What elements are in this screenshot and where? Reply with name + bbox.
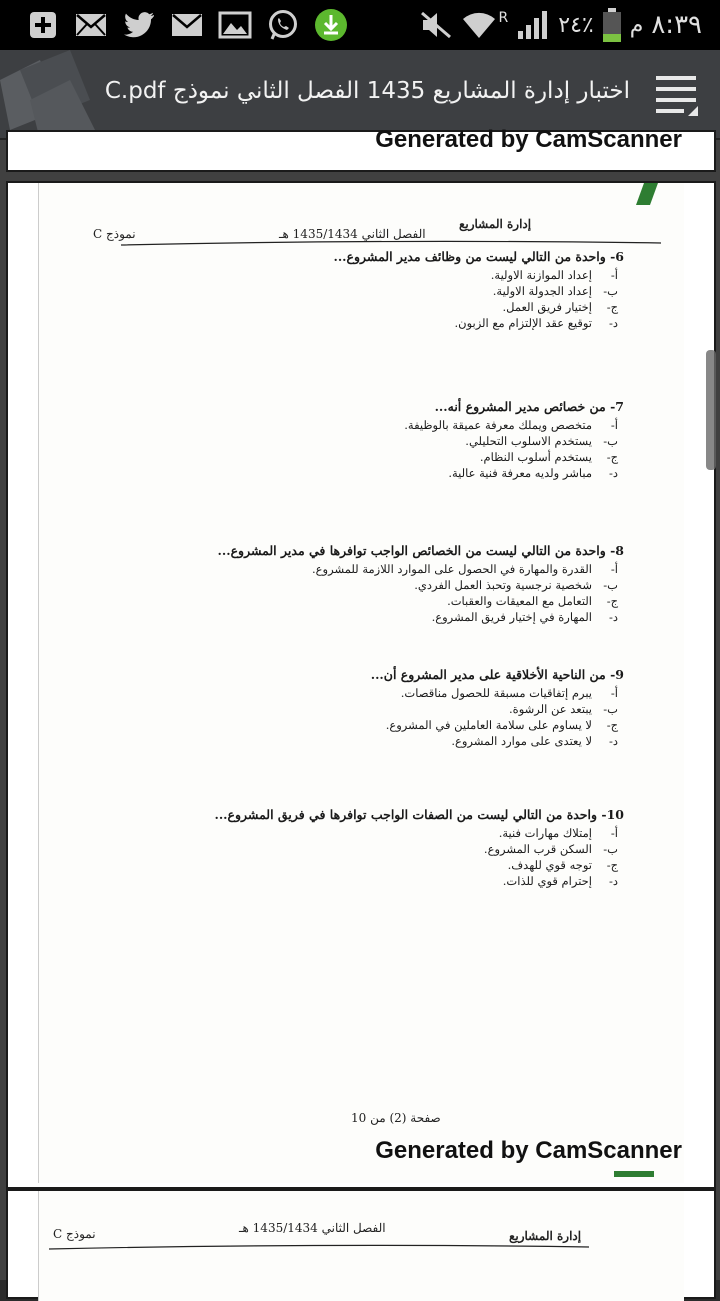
question-title: 6- واحدة من التالي ليست من وظائف مدير المشروع... [333,249,624,264]
twitter-icon [122,8,156,42]
battery-percent: ٢٤٪ [558,12,594,38]
download-icon [314,8,348,42]
question-8 [218,543,624,625]
camscanner-watermark: Generated by CamScanner [375,126,682,153]
option: ب- يبتعد عن الرشوة. [509,702,618,716]
option: ج- توجه قوي للهدف. [507,858,618,872]
scan-edge [636,183,658,205]
document-title: اختبار إدارة المشاريع 1435 الفصل الثاني نموذج C.pdf [104,78,630,104]
header-course: إدارة المشاريع [459,217,532,231]
mute-icon [419,10,453,40]
ampm: م [629,12,644,38]
option: د- مباشر ولديه معرفة فنية عالية. [448,466,618,480]
question-6 [333,249,624,331]
question-title: 10- واحدة من التالي ليست من الصفات الواجب توافرها في فريق المشروع... [214,807,624,822]
option: أ- إعداد الموازنة الاولية. [490,268,618,282]
app-logo-icon[interactable] [0,50,110,140]
option: أ- القدرة والمهارة في الحصول على الموارد اللازمة للمشروع. [312,562,618,576]
scan-edge [614,1171,654,1177]
header-underline [121,239,661,247]
option: ب- شخصية نرجسية وتحبذ العمل الفردي. [414,578,618,592]
image-icon [218,8,252,42]
option: ب- إعداد الجدولة الاولية. [492,284,618,298]
option: د- توقيع عقد الإلتزام مع الزبون. [454,316,618,330]
scrollbar-thumb[interactable] [706,350,716,470]
battery-icon [602,7,622,43]
page-number: صفحة (2) من 10 [351,1111,441,1125]
mail-icon [74,8,108,42]
camscanner-watermark: Generated by CamScanner [375,1137,682,1164]
option: ج- التعامل مع المعيقات والعقبات. [447,594,618,608]
header-semester: الفصل الثاني 1435/1434 هـ [239,1221,386,1235]
option: د- إحترام قوي للذات. [502,874,618,888]
scanned-sheet [38,183,684,1183]
system-status [419,6,702,44]
menu-icon[interactable] [652,70,702,120]
email-icon [170,8,204,42]
pdf-viewer[interactable] [0,126,720,1280]
option: ب- يستخدم الاسلوب التحليلي. [465,434,618,448]
pdf-page-1 [6,126,716,172]
signal-icon [516,9,550,41]
header-underline [49,1243,589,1251]
question-title: 7- من خصائص مدير المشروع أنه... [434,399,624,414]
option: ج- إختيار فريق العمل. [502,300,618,314]
question-10 [214,807,624,889]
option: ج- يستخدم أسلوب النظام. [479,450,618,464]
header-course: إدارة المشاريع [509,1229,582,1243]
option: أ- متخصص ويملك معرفة عميقة بالوظيفة. [404,418,618,432]
option: ج- لا يساوم على سلامة العاملين في المشروع. [385,718,618,732]
pdf-page-3 [6,1189,716,1299]
plus-icon [26,8,60,42]
option: أ- إمتلاك مهارات فنية. [498,826,618,840]
option: ب- السكن قرب المشروع. [483,842,618,856]
network-type: R [498,10,509,26]
question-9 [371,667,624,749]
whatsapp-icon [266,8,300,42]
pdf-page-2 [6,181,716,1189]
header-semester: الفصل الثاني 1435/1434 هـ [279,227,426,241]
notification-icons [26,8,348,42]
option: د- المهارة في إختيار فريق المشروع. [431,610,618,624]
clock: ٨:٣٩ [651,10,702,40]
scanned-sheet [38,1191,684,1301]
status-bar [0,0,720,50]
option: أ- يبرم إتفاقيات مسبقة للحصول مناقصات. [400,686,618,700]
question-7 [404,399,624,481]
option: د- لا يعتدى على موارد المشروع. [451,734,618,748]
wifi-icon [461,10,497,40]
header-form: نموذج C [93,227,136,241]
question-title: 8- واحدة من التالي ليست من الخصائص الواجب توافرها في مدير المشروع... [217,543,624,558]
header-form: نموذج C [53,1227,96,1241]
question-title: 9- من الناحية الأخلاقية على مدير المشروع أن... [370,667,624,682]
